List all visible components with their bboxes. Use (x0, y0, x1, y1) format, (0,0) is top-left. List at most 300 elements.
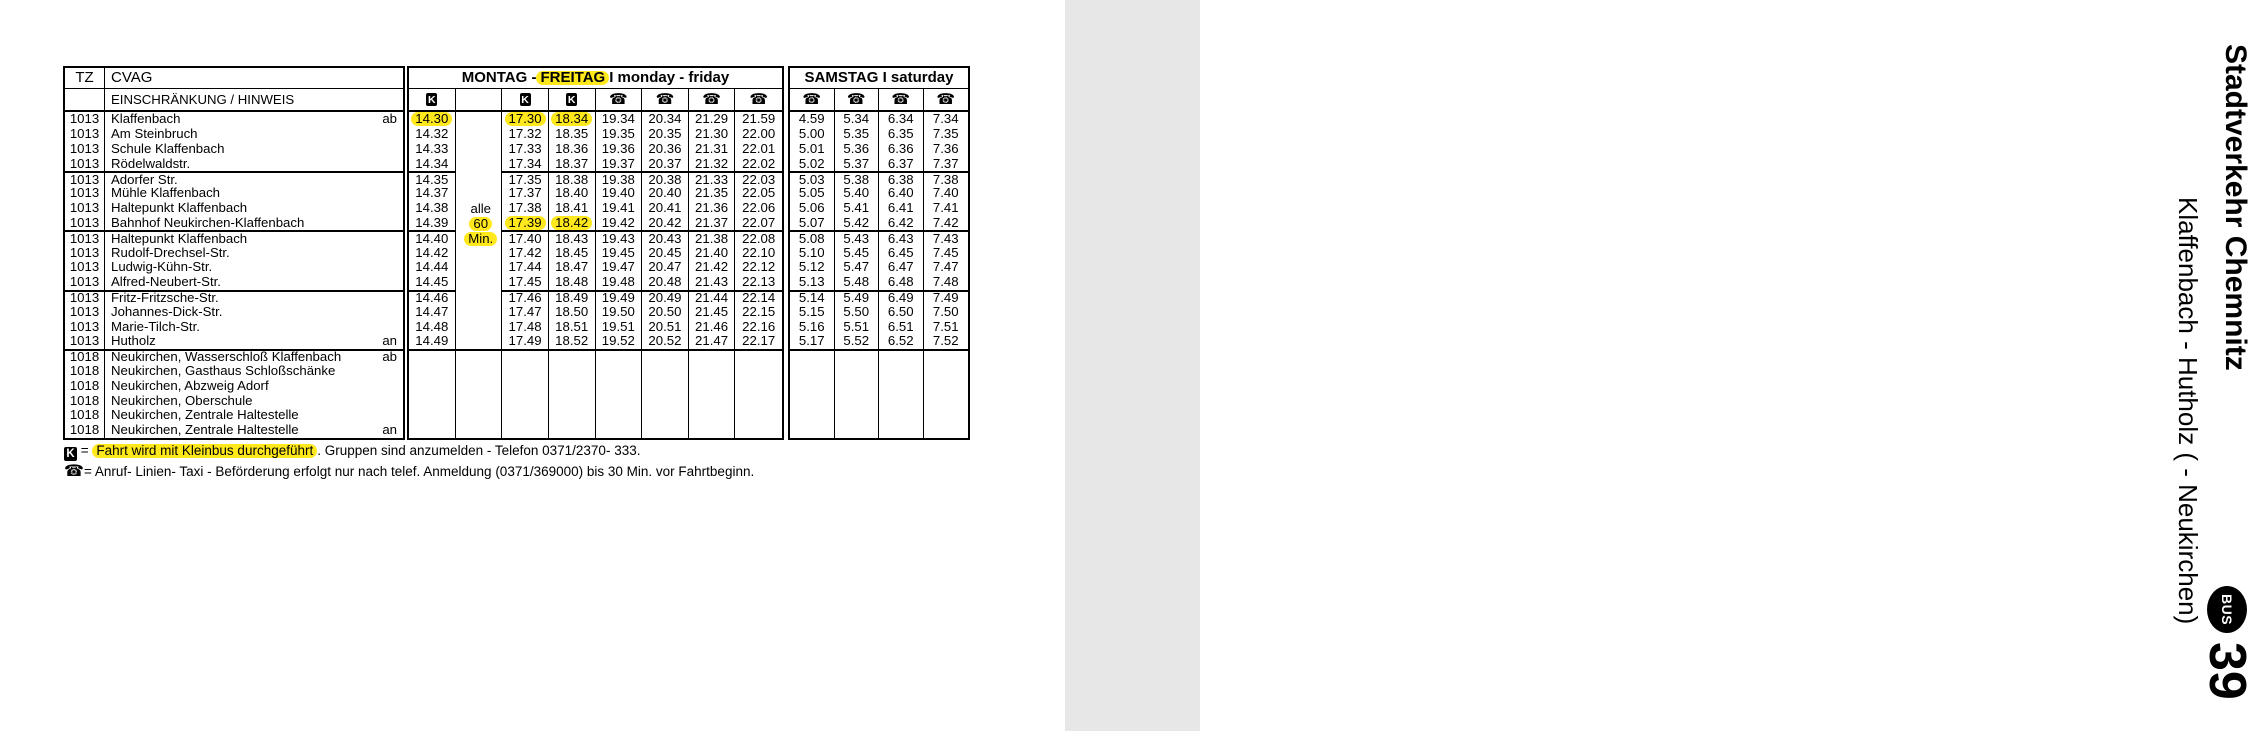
time-cell (790, 378, 835, 393)
time-cell: 5.15 (790, 304, 835, 319)
mark-cell (367, 408, 403, 423)
time-cell: 5.49 (835, 290, 880, 305)
time-cell: 5.03 (790, 171, 835, 186)
stop-name-cell: Hutholz (111, 333, 156, 349)
time-cell (596, 364, 643, 379)
time-cell: 7.49 (924, 290, 969, 305)
bus-icon: BUS (2207, 586, 2247, 633)
tz-cell: 1013 (65, 127, 105, 142)
mark-cell (367, 216, 403, 231)
time-cell: 21.44 (689, 290, 736, 305)
k-symbol-icon: K (64, 447, 77, 462)
time-cell: 21.35 (689, 186, 736, 201)
equals-sign: = (77, 443, 93, 458)
column-symbol-header (409, 89, 456, 112)
time-cell: 5.47 (835, 260, 880, 275)
time-cell: 19.48 (596, 275, 643, 290)
note-column-cell (456, 408, 503, 423)
column-symbol-header (502, 89, 549, 112)
time-cell (879, 423, 924, 438)
time-cell: 14.44 (409, 260, 456, 275)
time-cell: 5.01 (790, 142, 835, 157)
tz-cell: 1013 (65, 230, 105, 245)
time-cell: 19.49 (596, 290, 643, 305)
time-cell: 18.47 (549, 260, 596, 275)
saturday-header: SAMSTAG I saturday (790, 68, 968, 89)
time-cell: 19.36 (596, 142, 643, 157)
stop-name-cell: Alfred-Neubert-Str. (111, 274, 221, 290)
time-cell: 21.29 (689, 112, 736, 127)
time-cell: 14.42 (409, 245, 456, 260)
time-cell: 5.43 (835, 230, 880, 245)
stop-name-cell: Schule Klaffenbach (111, 140, 225, 156)
time-cell (689, 349, 736, 364)
time-cell (596, 393, 643, 408)
time-cell: 6.40 (879, 186, 924, 201)
column-symbol-header (879, 89, 924, 112)
stop-name-cell: Adorfer Str. (105, 171, 367, 186)
k-symbol-icon: K (521, 93, 529, 106)
mark-cell (367, 319, 403, 334)
stop-name-cell: Rödelwaldstr. (111, 155, 191, 171)
time-cell (689, 393, 736, 408)
time-cell: 5.51 (835, 319, 880, 334)
tz-cell: 1013 (65, 260, 105, 275)
footnotes (64, 443, 754, 483)
time-cell: 18.36 (549, 142, 596, 157)
time-cell: 20.43 (642, 230, 689, 245)
monfri-highlight: FREITAG (536, 71, 609, 85)
time-cell: 6.52 (879, 334, 924, 349)
time-cell: 20.50 (642, 304, 689, 319)
time-cell (596, 423, 643, 438)
monday-friday-block (407, 66, 784, 440)
time-cell: 19.42 (596, 216, 643, 231)
time-cell (835, 393, 880, 408)
time-cell (642, 378, 689, 393)
time-cell: 17.32 (502, 127, 549, 142)
time-cell (409, 378, 456, 393)
time-cell (502, 378, 549, 393)
time-cell: 21.38 (689, 230, 736, 245)
time-cell (924, 423, 969, 438)
tz-cell: 1013 (65, 216, 105, 231)
time-cell: 6.38 (879, 171, 924, 186)
sidebar-rotated-content (2130, 0, 2265, 731)
time-cell: 21.37 (689, 216, 736, 231)
time-cell: 5.52 (835, 334, 880, 349)
time-cell: 7.42 (932, 214, 959, 230)
mark-cell: ab (382, 111, 397, 127)
time-cell: 5.41 (835, 201, 880, 216)
time-cell: 7.47 (932, 259, 959, 275)
sidebar-band (1065, 0, 2256, 731)
time-cell: 19.34 (596, 112, 643, 127)
time-cell: 5.48 (835, 275, 880, 290)
time-cell: 7.41 (932, 200, 959, 216)
note-line: alle (470, 201, 492, 216)
time-cell: 18.50 (549, 304, 596, 319)
time-cell: 14.33 (409, 142, 456, 157)
time-cell: 21.47 (689, 334, 736, 349)
mark-cell (367, 378, 403, 393)
time-cell: 20.45 (642, 245, 689, 260)
phone-icon: ☎ (655, 91, 675, 108)
time-cell (596, 349, 643, 364)
time-cell: 5.16 (790, 319, 835, 334)
stops-block (63, 66, 405, 440)
time-cell: 19.50 (596, 304, 643, 319)
mark-cell (367, 304, 403, 319)
time-cell: 20.35 (642, 127, 689, 142)
stop-name-cell: Johannes-Dick-Str. (111, 303, 223, 319)
phone-icon: ☎ (936, 91, 956, 108)
time-cell: 5.06 (790, 201, 835, 216)
time-cell: 14.37 (409, 186, 456, 201)
time-cell: 21.36 (689, 201, 736, 216)
mark-cell (367, 142, 403, 157)
time-cell: 21.31 (689, 142, 736, 157)
time-cell: 18.35 (549, 127, 596, 142)
mark-cell (367, 186, 403, 201)
stop-name-cell: Rudolf-Drechsel-Str. (111, 244, 230, 260)
time-cell (689, 364, 736, 379)
time-cell: 19.41 (596, 201, 643, 216)
monfri-pre: MONTAG - (461, 69, 537, 86)
mark-cell: an (382, 333, 397, 349)
tz-cell: 1018 (65, 378, 105, 393)
note-column-cell (456, 393, 503, 408)
time-cell: 18.34 (549, 112, 596, 127)
time-cell (790, 423, 835, 438)
mark-cell (367, 245, 403, 260)
tz-cell: 1013 (65, 201, 105, 216)
time-cell (735, 423, 782, 438)
time-cell (835, 364, 880, 379)
time-cell: 20.40 (642, 186, 689, 201)
time-cell: 14.34 (409, 156, 456, 171)
time-cell: 5.50 (835, 304, 880, 319)
time-cell: 22.08 (735, 230, 782, 245)
time-cell (735, 364, 782, 379)
time-cell: 20.41 (642, 201, 689, 216)
note-column-cell (456, 364, 503, 379)
time-cell (549, 364, 596, 379)
note-column-cell (456, 275, 503, 290)
time-cell: 7.35 (932, 126, 959, 142)
tz-cell: 1018 (65, 349, 105, 364)
time-cell: 14.40 (409, 230, 456, 245)
time-cell (642, 408, 689, 423)
time-cell: 5.40 (835, 186, 880, 201)
column-symbol-header (456, 89, 503, 112)
time-cell: 17.42 (502, 245, 549, 260)
time-cell (735, 349, 782, 364)
time-cell: 20.36 (642, 142, 689, 157)
time-cell (835, 378, 880, 393)
stop-name-cell: Neukirchen, Oberschule (111, 392, 253, 408)
phone-icon: ☎ (64, 463, 84, 481)
time-cell (549, 393, 596, 408)
tz-cell: 1018 (65, 393, 105, 408)
time-cell (642, 423, 689, 438)
time-cell: 7.50 (932, 303, 959, 319)
time-cell: 5.00 (790, 127, 835, 142)
mark-cell (367, 260, 403, 275)
saturday-block (788, 66, 970, 440)
time-cell: 17.35 (502, 171, 549, 186)
tz-cell: 1018 (65, 364, 105, 379)
time-cell: 7.36 (932, 140, 959, 156)
note-column-cell (456, 112, 503, 127)
time-cell: 20.47 (642, 260, 689, 275)
phone-icon: ☎ (749, 91, 769, 108)
route-title: Klaffenbach - Hutholz ( - Neukirchen) (2173, 197, 2203, 625)
line-badge (2198, 586, 2256, 700)
time-cell: 17.39 (502, 216, 549, 231)
time-cell: 17.45 (502, 275, 549, 290)
time-cell: 22.06 (742, 200, 776, 216)
time-cell (409, 423, 456, 438)
cvag-header: CVAG (105, 68, 403, 89)
time-cell: 21.33 (689, 171, 736, 186)
time-cell: 7.40 (932, 185, 959, 201)
time-cell (924, 364, 969, 379)
time-cell: 5.13 (790, 275, 835, 290)
time-cell: 6.34 (879, 112, 924, 127)
time-cell: 6.35 (879, 127, 924, 142)
k-symbol-icon: K (567, 93, 576, 106)
time-cell: 7.48 (932, 274, 959, 290)
column-symbol-header (735, 89, 782, 112)
time-cell: 20.52 (642, 334, 689, 349)
time-cell: 21.32 (689, 156, 736, 171)
phone-icon: ☎ (891, 91, 911, 108)
time-cell: 7.38 (924, 171, 969, 186)
time-cell (879, 349, 924, 364)
time-cell: 5.38 (835, 171, 880, 186)
stop-name-cell: Haltepunkt Klaffenbach (111, 200, 248, 216)
time-cell (790, 364, 835, 379)
time-cell: 22.02 (742, 155, 776, 171)
time-cell: 22.13 (742, 274, 776, 290)
time-cell: 19.52 (596, 334, 643, 349)
time-cell (735, 393, 782, 408)
time-cell: 6.45 (879, 245, 924, 260)
time-cell: 17.49 (502, 334, 549, 349)
time-cell: 18.49 (549, 290, 596, 305)
footnote-taxi (64, 464, 754, 480)
time-cell: 5.45 (835, 245, 880, 260)
time-cell (790, 349, 835, 364)
time-cell: 19.51 (596, 319, 643, 334)
time-cell (689, 423, 736, 438)
time-cell: 7.45 (932, 244, 959, 260)
mark-cell (367, 156, 403, 171)
time-cell: 22.17 (742, 333, 776, 349)
tz-cell: 1013 (65, 245, 105, 260)
time-cell: 18.45 (549, 245, 596, 260)
time-cell: 5.14 (790, 290, 835, 305)
mark-cell: an (382, 422, 397, 438)
note-column-cell (456, 334, 503, 349)
stop-name-cell: Neukirchen, Abzweig Adorf (111, 377, 269, 393)
time-cell: 7.37 (932, 155, 959, 171)
time-cell (502, 364, 549, 379)
kleinbus-note-rest: . Gruppen sind anzumelden - Telefon 0371/2370- 333. (317, 443, 641, 458)
time-cell: 22.01 (742, 140, 776, 156)
time-cell: 22.10 (742, 244, 776, 260)
time-cell: 17.46 (502, 290, 549, 305)
time-cell (924, 393, 969, 408)
time-cell: 18.40 (549, 186, 596, 201)
time-cell: 18.41 (549, 201, 596, 216)
monday-friday-header (409, 68, 782, 89)
time-cell: 14.38 (409, 201, 456, 216)
mark-cell (367, 230, 403, 245)
time-cell: 17.47 (502, 304, 549, 319)
mark-cell (367, 393, 403, 408)
note-line: Min. (458, 232, 505, 247)
time-cell (642, 349, 689, 364)
note-column-overlay (458, 202, 505, 246)
time-cell: 5.10 (790, 245, 835, 260)
mark-cell (367, 201, 403, 216)
time-cell: 22.15 (742, 303, 776, 319)
time-cell: 20.42 (642, 216, 689, 231)
time-cell: 21.46 (689, 319, 736, 334)
time-cell: 18.51 (549, 319, 596, 334)
time-cell (879, 393, 924, 408)
stop-name-cell: Neukirchen, Wasserschloß Klaffenbach (105, 349, 367, 364)
time-cell (735, 408, 782, 423)
time-cell: 6.37 (879, 156, 924, 171)
time-cell (879, 378, 924, 393)
mark-cell: ab (367, 349, 403, 364)
time-cell: 7.43 (924, 230, 969, 245)
restriction-header: EINSCHRÄNKUNG / HINWEIS (105, 89, 403, 112)
time-cell: 5.37 (835, 156, 880, 171)
time-cell: 18.42 (549, 216, 596, 231)
time-cell: 14.32 (409, 127, 456, 142)
column-symbol-header (596, 89, 643, 112)
time-cell (596, 408, 643, 423)
time-cell: 20.34 (642, 112, 689, 127)
time-cell: 5.42 (835, 216, 880, 231)
time-cell (549, 378, 596, 393)
stop-name-cell: Am Steinbruch (111, 126, 198, 142)
time-cell (642, 393, 689, 408)
time-cell (835, 423, 880, 438)
time-cell (835, 349, 880, 364)
tz-cell: 1013 (65, 112, 105, 127)
tz-cell: 1013 (65, 171, 105, 186)
note-column-cell (456, 349, 503, 364)
time-cell: 5.07 (790, 216, 835, 231)
column-symbol-header (689, 89, 736, 112)
stop-name-cell: Bahnhof Neukirchen-Klaffenbach (111, 214, 305, 230)
time-cell: 17.30 (502, 112, 549, 127)
time-cell: 14.49 (409, 334, 456, 349)
note-column-cell (456, 260, 503, 275)
tz-cell: 1013 (65, 142, 105, 157)
column-symbol-header (549, 89, 596, 112)
time-cell (879, 364, 924, 379)
time-cell: 19.47 (596, 260, 643, 275)
tz-cell: 1013 (65, 156, 105, 171)
time-cell: 14.30 (409, 112, 456, 127)
time-cell (642, 364, 689, 379)
note-column-cell (456, 304, 503, 319)
k-symbol-icon: K (428, 93, 436, 106)
time-cell: 6.36 (879, 142, 924, 157)
tz-cell: 1013 (65, 290, 105, 305)
tz-cell: 1013 (65, 319, 105, 334)
note-column-cell (456, 423, 503, 438)
time-cell (502, 408, 549, 423)
time-cell: 19.37 (596, 156, 643, 171)
time-cell: 14.48 (409, 319, 456, 334)
time-cell: 17.33 (502, 142, 549, 157)
operator-title: Stadtverkehr Chemnitz (2219, 44, 2252, 371)
time-cell: 21.45 (689, 304, 736, 319)
note-column-cell (456, 245, 503, 260)
time-cell: 20.51 (642, 319, 689, 334)
time-cell: 21.40 (689, 245, 736, 260)
stop-name-cell: Marie-Tilch-Str. (111, 318, 200, 334)
stop-name-cell: Neukirchen, Zentrale Haltestelle (111, 422, 299, 438)
time-cell: 6.49 (879, 290, 924, 305)
time-cell: 5.35 (835, 127, 880, 142)
column-symbol-header (924, 89, 969, 112)
time-cell (924, 349, 969, 364)
time-cell: 5.02 (790, 156, 835, 171)
time-cell: 6.42 (879, 216, 924, 231)
note-column-cell (456, 171, 503, 186)
stop-name-cell: Fritz-Fritzsche-Str. (105, 290, 367, 305)
time-cell: 14.39 (409, 216, 456, 231)
time-cell: 4.59 (790, 112, 835, 127)
time-cell: 6.51 (879, 319, 924, 334)
mark-cell (367, 171, 403, 186)
time-cell: 22.07 (742, 214, 776, 230)
phone-icon: ☎ (802, 91, 822, 108)
time-cell: 17.44 (502, 260, 549, 275)
time-cell (409, 349, 456, 364)
tz-cell: 1018 (65, 408, 105, 423)
time-cell: 18.52 (549, 334, 596, 349)
stop-name-cell: Neukirchen, Zentrale Haltestelle (111, 407, 299, 423)
equals-sign: = (83, 464, 95, 480)
time-cell: 6.43 (879, 230, 924, 245)
time-cell: 19.43 (596, 230, 643, 245)
column-symbol-header (790, 89, 835, 112)
tz-cell: 1013 (65, 186, 105, 201)
mark-cell (367, 275, 403, 290)
time-cell: 18.48 (549, 275, 596, 290)
time-cell: 18.37 (549, 156, 596, 171)
time-cell: 14.47 (409, 304, 456, 319)
time-cell: 17.38 (502, 201, 549, 216)
column-symbol-header (835, 89, 880, 112)
mark-cell (367, 364, 403, 379)
time-cell: 5.17 (790, 334, 835, 349)
stop-name-cell: Neukirchen, Gasthaus Schloßschänke (111, 362, 336, 378)
time-cell (689, 378, 736, 393)
note-column-cell (456, 186, 503, 201)
time-cell: 7.52 (932, 333, 959, 349)
tz-cell: 1013 (65, 334, 105, 349)
